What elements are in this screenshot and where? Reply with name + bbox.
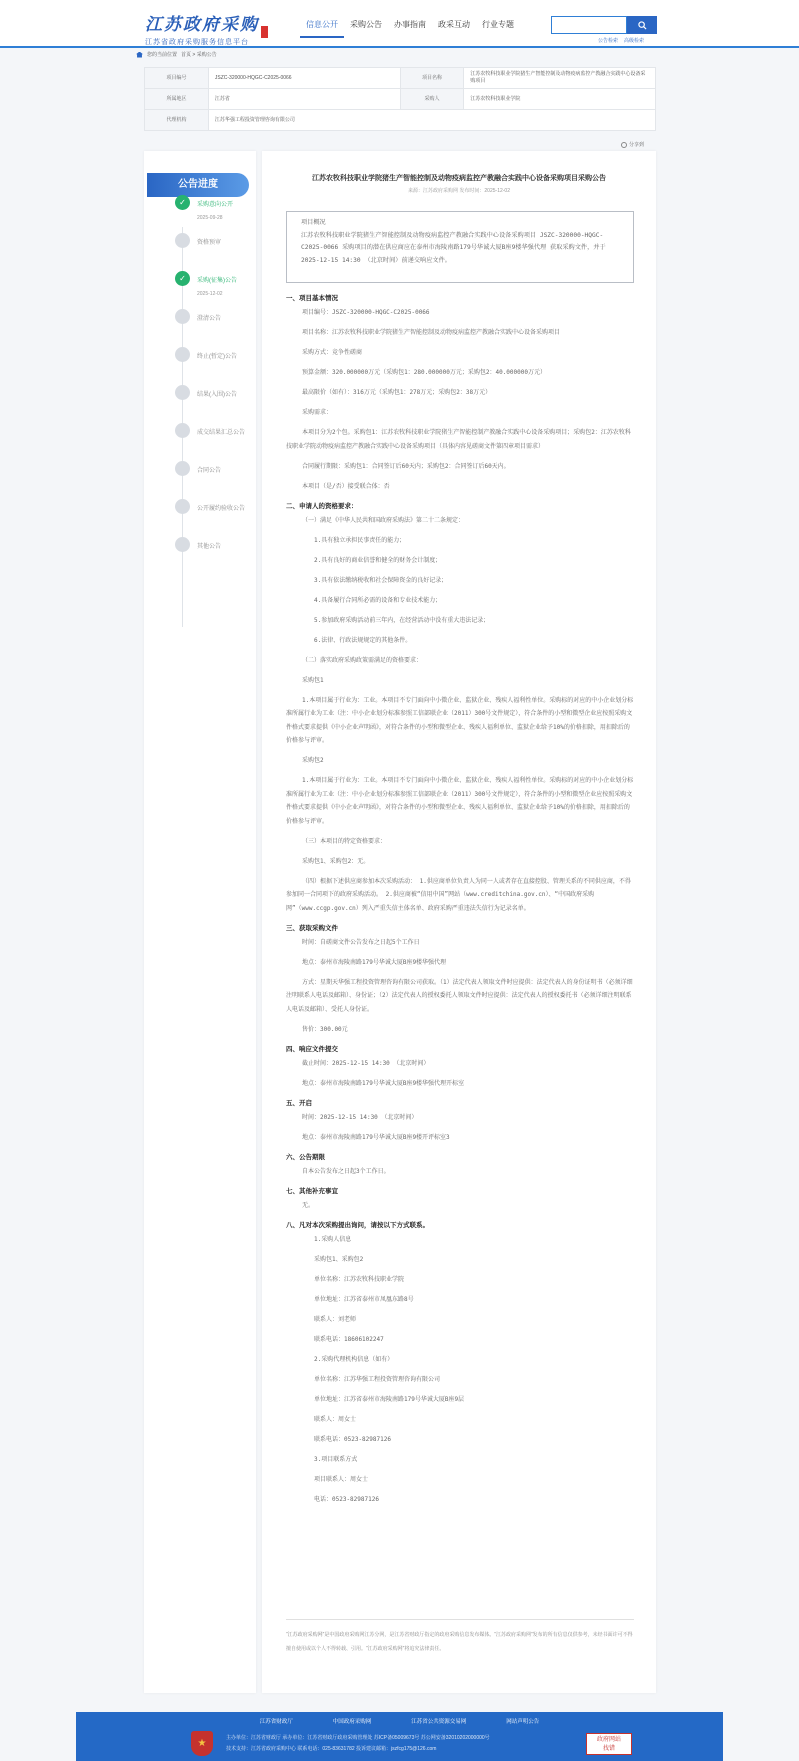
home-icon bbox=[136, 52, 143, 58]
section-paragraph: 采购包1、采购包2：无。 bbox=[302, 857, 370, 865]
progress-step[interactable] bbox=[175, 347, 259, 367]
overview-text: 江苏农牧科技职业学院猪生产智能控制及动物疫病监控产教融合实践中心设备采购项目 JSZC-320000-HQGC-C2025-0066 采购项目的潜在供应商应在泰州市海陵南路179号华诚大厦B座9楼华强代理 获取采购文件，并于2025-12-15 14:30 （北京时间）前递交响应文件。 bbox=[301, 231, 606, 264]
progress-step-date: 2025-12-02 bbox=[197, 291, 223, 297]
section-paragraph: 5.参加政府采购活动前三年内，在经营活动中没有重大违法记录； bbox=[314, 616, 490, 624]
pending-dot-icon bbox=[175, 461, 190, 476]
badge-top-text: 政府网站 bbox=[596, 1737, 621, 1743]
progress-step-label: 合同公告 bbox=[197, 468, 222, 474]
section-paragraph: 联系人：刘老师 bbox=[314, 1315, 357, 1323]
section-paragraph: （四）根据下述供应商参加本次采购活动： 1.供应商单位负责人为同一人或者存在直接控股、管理关系的不同供应商，不得参加同一合同项下的政府采购活动。 2.供应商被“信用中国”网站（www.creditchina.gov.cn）、“中国政府采购网”（www.ccgp.gov.cn）列入严重失信主体名单、政府采购严重违法失信行为记录名单。 bbox=[286, 877, 631, 912]
table-cell: 项目编号 bbox=[145, 68, 209, 89]
section-paragraph: 采购包1、采购包2 bbox=[314, 1255, 364, 1263]
progress-step[interactable] bbox=[175, 461, 259, 481]
progress-step[interactable] bbox=[175, 309, 259, 329]
section-paragraph: （二）落实政府采购政策需满足的资格要求： bbox=[302, 656, 423, 664]
table-cell: 采购人 bbox=[400, 89, 464, 110]
search-input[interactable] bbox=[551, 16, 627, 34]
progress-step-date: 2025-09-28 bbox=[197, 215, 223, 221]
pending-dot-icon bbox=[175, 309, 190, 324]
section-paragraph: 地点：泰州市海陵南路179号华诚大厦B座9楼开评标室3 bbox=[302, 1133, 450, 1141]
section-paragraph: 地点：泰州市海陵南路179号华诚大厦B座9楼华强代理开标室 bbox=[302, 1079, 465, 1087]
section-paragraph: 项目编号：JSZC-320000-HQGC-C2025-0066 bbox=[302, 309, 430, 316]
pending-dot-icon bbox=[175, 423, 190, 438]
section-paragraph: 无。 bbox=[302, 1201, 315, 1209]
section-paragraph: 1.具有独立承担民事责任的能力； bbox=[314, 536, 406, 544]
party-emblem-icon[interactable]: ★ bbox=[191, 1731, 213, 1756]
table-cell: JSZC-320000-HQGC-C2025-0066 bbox=[208, 68, 400, 89]
section-paragraph: 采购方式：竞争性磋商 bbox=[302, 349, 363, 356]
logo-seal-icon bbox=[261, 26, 268, 38]
section-paragraph: 项目联系人：周女士 bbox=[314, 1475, 369, 1483]
progress-step[interactable] bbox=[175, 537, 259, 557]
progress-step[interactable] bbox=[175, 195, 259, 221]
breadcrumb bbox=[136, 51, 217, 58]
breadcrumb-path[interactable]: 首页 > 采购公告 bbox=[181, 52, 217, 58]
notice-search-link[interactable]: 公告检索 bbox=[598, 38, 619, 44]
section-heading: 二、申请人的资格要求： bbox=[286, 502, 358, 510]
section-paragraph: 单位名称：江苏农牧科技职业学院 bbox=[314, 1275, 405, 1283]
table-cell: 所属地区 bbox=[145, 89, 209, 110]
table-cell: 江苏农牧科技职业学院猪生产智能控制及动物疫病监控产教融合实践中心设备采购项目 bbox=[464, 68, 656, 89]
logo-subtitle: 江苏省政府采购服务信息平台 bbox=[145, 39, 249, 46]
overview-box bbox=[286, 211, 634, 283]
main-nav bbox=[300, 19, 520, 38]
table-row bbox=[145, 110, 656, 131]
section-heading: 三、获取采购文件 bbox=[286, 924, 338, 932]
section-paragraph: 时间：2025-12-15 14:30 （北京时间） bbox=[302, 1113, 418, 1121]
sidebar-title: 公告进度 bbox=[147, 173, 249, 197]
progress-step-label: 采购(征集)公告 bbox=[197, 278, 237, 284]
check-icon: ✓ bbox=[175, 271, 190, 286]
site-header bbox=[0, 0, 799, 48]
section-paragraph: 售价：300.00元 bbox=[302, 1025, 348, 1033]
section-paragraph: 6.法律、行政法规规定的其他条件。 bbox=[314, 636, 412, 644]
section-paragraph: 1.本项目属于行业为：工业。本项目不专门面向中小微企业、监狱企业、残疾人福利性单位。采购标的对应的中小企业划分标准所属行业为工业（注：中小企业划分标准参照工信部联企业（2011）300号文件规定），符合条件的小型和微型企业应按照采购文件格式要求提供《中小企业声明函》，对符合条件的小型和微型企业、残疾人福利单位、监狱企业给予10%的价格扣除，用扣除后的价格参与评审。 bbox=[286, 696, 634, 744]
section-paragraph: 联系人：周女士 bbox=[314, 1415, 357, 1423]
share-icon bbox=[621, 142, 627, 148]
article-meta: 来源：江苏政府采购网 发布时间：2025-12-02 bbox=[408, 188, 510, 194]
footer-link[interactable]: 中国政府采购网 bbox=[332, 1719, 372, 1725]
footer-link[interactable]: 江苏省财政厅 bbox=[259, 1719, 293, 1725]
progress-sidebar bbox=[144, 151, 256, 1693]
search-button[interactable] bbox=[627, 16, 657, 34]
share-label: 分享到 bbox=[629, 142, 645, 148]
table-cell: 江苏省 bbox=[208, 89, 400, 110]
progress-step-label: 终止(暂定)公告 bbox=[197, 354, 237, 360]
nav-item-info[interactable]: 信息公开 bbox=[300, 19, 344, 38]
progress-step-label: 结果(入围)公告 bbox=[197, 392, 237, 398]
section-paragraph: 本项目（是/否）接受联合体：否 bbox=[302, 482, 390, 490]
section-paragraph: 最高限价（如有）：316万元（采购包1：278万元；采购包2：38万元） bbox=[302, 389, 492, 396]
advanced-search-link[interactable]: 高级检索 bbox=[624, 38, 645, 44]
section-paragraph: （三）本项目的特定资格要求： bbox=[302, 837, 387, 845]
section-paragraph: 1.本项目属于行业为：工业。本项目不专门面向中小微企业、监狱企业、残疾人福利性单位。采购标的对应的中小企业划分标准所属行业为工业（注：中小企业划分标准参照工信部联企业（2011）300号文件规定），符合条件的小型和微型企业应按照采购文件格式要求提供《中小企业声明函》，对符合条件的小型和微型企业、残疾人福利单位、监狱企业给予10%的价格扣除，用扣除后的价格参与评审。 bbox=[286, 777, 634, 825]
footer-links bbox=[76, 1717, 723, 1725]
section-paragraph: 合同履行期限：采购包1：合同签订后60天内；采购包2：合同签订后60天内。 bbox=[302, 462, 510, 470]
badge-bottom-text: 找错 bbox=[602, 1746, 615, 1752]
progress-step-label: 澄清公告 bbox=[197, 316, 222, 322]
site-footer bbox=[76, 1712, 723, 1761]
search-icon bbox=[638, 21, 647, 30]
progress-step-label: 其他公告 bbox=[197, 544, 222, 550]
footer-link[interactable]: 江苏省公共资源交易网 bbox=[411, 1719, 467, 1725]
section-paragraph: 2.采购代理机构信息（如有） bbox=[314, 1355, 394, 1363]
section-heading: 六、公告期限 bbox=[286, 1153, 325, 1161]
share-button[interactable] bbox=[621, 141, 644, 148]
search-links bbox=[598, 37, 644, 44]
progress-step[interactable] bbox=[175, 233, 259, 253]
table-row bbox=[145, 68, 656, 89]
pending-dot-icon bbox=[175, 233, 190, 248]
article-footnote: “江苏政府采购网”是中国政府采购网江苏分网，是江苏省财政厅指定的政府采购信息发布媒体。“江苏政府采购网”发布的所有信息仅供参考，未经书面许可不得擅自使用或以个人不得转载、引用。“江苏政府采购网”将追究法律责任。 bbox=[286, 1619, 634, 1656]
progress-step-label: 资格预审 bbox=[197, 240, 222, 246]
section-paragraph: 单位名称：江苏华强工程投资管理咨询有限公司 bbox=[314, 1375, 441, 1383]
section-paragraph: 3.具有依法缴纳税收和社会保障资金的良好记录； bbox=[314, 576, 448, 584]
section-paragraph: 本项目分为2个包。采购包1：江苏农牧科技职业学院猪生产智能控制产教融合实践中心设备采购项目；采购包2：江苏农牧科技职业学院动物疫病监控产教融合实践中心设备采购项目（具体内容见磋商文件第四章项目需求） bbox=[286, 429, 631, 450]
section-paragraph: 1.采购人信息 bbox=[314, 1235, 352, 1243]
section-heading: 八、凡对本次采购提出询问，请按以下方式联系。 bbox=[286, 1221, 429, 1229]
section-paragraph: 时间：自磋商文件公告发布之日起5个工作日 bbox=[302, 938, 420, 946]
breadcrumb-label: 您的当前位置 bbox=[147, 52, 178, 58]
table-cell: 项目名称 bbox=[400, 68, 464, 89]
footer-info-line: 主办单位：江苏省财政厅 承办单位：江苏省财政厅政府采购管理处 苏ICP备05009673号 苏公网安备32010202000000号 bbox=[226, 1735, 490, 1741]
overview-heading: 项目概况 bbox=[301, 219, 326, 226]
section-paragraph: 预算金额：320.000000万元（采购包1：280.000000万元；采购包2：40.000000万元） bbox=[302, 369, 546, 376]
nav-item-notices[interactable]: 采购公告 bbox=[350, 20, 382, 29]
section-paragraph: 自本公告发布之日起3个工作日。 bbox=[302, 1167, 390, 1175]
site-logo[interactable] bbox=[145, 10, 260, 44]
section-paragraph: 采购包2 bbox=[302, 757, 324, 764]
progress-step[interactable] bbox=[175, 499, 259, 519]
table-cell: 代理机构 bbox=[145, 110, 209, 131]
section-paragraph: 采购需求： bbox=[302, 409, 333, 416]
article-content bbox=[286, 288, 634, 1513]
section-paragraph: 联系电话：18606102247 bbox=[314, 1335, 384, 1343]
pending-dot-icon bbox=[175, 347, 190, 362]
section-paragraph: 单位地址：江苏省泰州市海陵南路179号华诚大厦B座9层 bbox=[314, 1395, 465, 1403]
section-paragraph: 采购包1 bbox=[302, 676, 324, 684]
section-paragraph: 截止时间：2025-12-15 14:30 （北京时间） bbox=[302, 1059, 430, 1067]
progress-step[interactable] bbox=[175, 423, 259, 443]
check-icon: ✓ bbox=[175, 195, 190, 210]
progress-step-label: 成交结果汇总公告 bbox=[197, 430, 246, 436]
article-panel bbox=[262, 151, 656, 1693]
section-heading: 四、响应文件提交 bbox=[286, 1045, 338, 1053]
section-paragraph: 地点：泰州市海陵南路179号华诚大厦B座9楼华强代理 bbox=[302, 958, 447, 966]
section-heading: 一、项目基本情况 bbox=[286, 295, 338, 302]
section-paragraph: 2.具有良好的商业信誉和健全的财务会计制度； bbox=[314, 556, 442, 564]
table-cell: 江苏农牧科技职业学院 bbox=[464, 89, 656, 110]
section-paragraph: 联系电话：0523-82987126 bbox=[314, 1435, 391, 1443]
project-info-table bbox=[144, 67, 656, 131]
footer-link[interactable]: 网站声明公告 bbox=[506, 1719, 540, 1725]
footer-info bbox=[226, 1733, 586, 1755]
table-cell: 江苏华强工程投资管理咨询有限公司 bbox=[208, 110, 655, 131]
progress-step-label: 采购意向公开 bbox=[197, 202, 234, 208]
footer-info-line: 技术支持：江苏省政府采购中心 联系电话：025-83631782 投诉建议邮箱：jszfcg175@126.com bbox=[226, 1746, 437, 1752]
pending-dot-icon bbox=[175, 499, 190, 514]
progress-step-label: 公开履约验收公告 bbox=[197, 506, 246, 512]
section-paragraph: 项目名称：江苏农牧科技职业学院猪生产智能控制及动物疫病监控产教融合实践中心设备采购项目 bbox=[302, 329, 561, 336]
section-paragraph: 单位地址：江苏省泰州市凤凰东路8号 bbox=[314, 1295, 414, 1303]
progress-step[interactable] bbox=[175, 385, 259, 405]
section-paragraph: 3.项目联系方式 bbox=[314, 1455, 358, 1463]
table-row bbox=[145, 89, 656, 110]
progress-step[interactable] bbox=[175, 271, 259, 297]
pending-dot-icon bbox=[175, 385, 190, 400]
nav-item-interaction[interactable]: 政采互动 bbox=[438, 20, 470, 29]
pending-dot-icon bbox=[175, 537, 190, 552]
gov-site-error-badge[interactable] bbox=[586, 1733, 632, 1755]
section-paragraph: （一）满足《中华人民共和国政府采购法》第二十二条规定： bbox=[302, 516, 465, 524]
nav-item-guide[interactable]: 办事指南 bbox=[394, 20, 426, 29]
section-paragraph: 电话：0523-82987126 bbox=[314, 1495, 379, 1503]
section-paragraph: 方式：星期天华强工程投资管理咨询有限公司获取。（1）法定代表人领取文件时应提供：法定代表人的身份证明书（必须详细注明联系人电话及邮箱）、身份证；（2）法定代表人的授权委托人领取文件时应提供：法定代表人的授权委托书（必须详细注明联系人电话及邮箱）、受托人身份证。 bbox=[286, 978, 633, 1013]
section-heading: 七、其他补充事宜 bbox=[286, 1187, 338, 1195]
section-heading: 五、开启 bbox=[286, 1099, 312, 1107]
logo-title: 江苏政府采购 bbox=[145, 15, 259, 35]
nav-item-topics[interactable]: 行业专题 bbox=[482, 20, 514, 29]
article-title: 江苏农牧科技职业学院猪生产智能控制及动物疫病监控产教融合实践中心设备采购项目采购公告 bbox=[312, 175, 606, 182]
section-paragraph: 4.具备履行合同所必需的设备和专业技术能力； bbox=[314, 596, 442, 604]
